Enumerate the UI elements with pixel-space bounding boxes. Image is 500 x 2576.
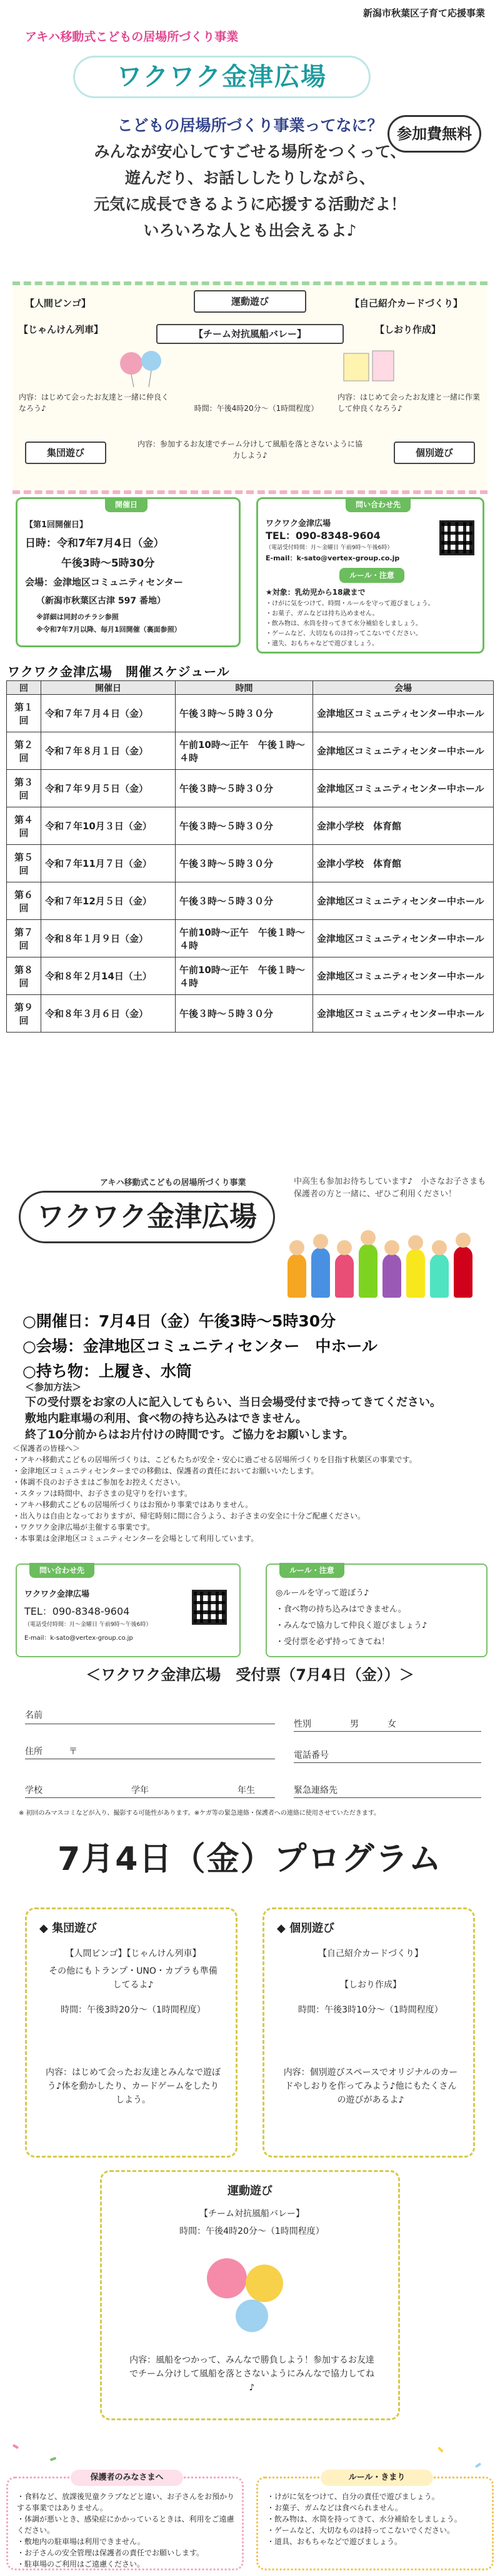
receipt-school-label: 学校 (25, 1786, 42, 1796)
rules-box-line: ・ゲームなど、大切なものは持ってこないでください。 (267, 2526, 455, 2535)
activity-selfintro: 【自己紹介カードづくり】 (350, 298, 463, 309)
program-undo-desc: 内容：風船をつかって、みんなで勝負しよう！参加するお友達でチーム分けして風船を落とさないようにみんなで協力してね♪ (129, 2355, 374, 2393)
table-row (7, 995, 494, 1033)
program-shudan-heading: ◆ 集団遊び (39, 1922, 98, 1935)
flyer2-rules-box (266, 1563, 488, 1657)
row-number: 第３回 (7, 770, 41, 807)
receipt-gender-line (294, 1731, 481, 1732)
row-number: 第２回 (7, 732, 41, 770)
rules-tab: ルール・注意 (339, 568, 404, 583)
guardian-box-line: ・駐車場のご利用はご遠慮ください。 (17, 2560, 145, 2568)
program-undo-heading: 運動遊び (228, 2185, 272, 2198)
schedule-header: 開催日 (41, 681, 176, 695)
page-title: ワクワク金津広場 (75, 58, 369, 96)
flyer2-apply (25, 1395, 475, 1443)
rule-1: ★対象：乳幼児から18歳まで (266, 588, 366, 597)
program-shudan-box (25, 1907, 238, 2158)
guardian-box-line: ・お子さんの安全管理は保護者の責任でお願いします。 (17, 2548, 204, 2557)
confetti-decoration (50, 2457, 57, 2461)
rule-2: ・けがに気をつけて、時間・ルールを守って遊びましょう。 (266, 600, 434, 607)
apply-line-1: 下の受付票をお家の人に記入してもらい、当日会場受付まで持ってきてください。 (25, 1396, 441, 1409)
flyer2-contact-tab: 問い合わせ先 (29, 1563, 94, 1578)
receipt-emergency-label: 緊急連絡先 (294, 1786, 338, 1796)
activity-volley: 【チーム対抗風船バレー】 (156, 324, 344, 344)
program-shudan-desc: 内容：はじめて会ったお友達とみんなで遊ぼう♪体を動かしたり、カードゲームをしたりしよう。 (46, 2068, 221, 2105)
intro-line-3: 元気に成長できるように応援する活動だよ！ (93, 195, 406, 213)
confetti-decoration (475, 2462, 481, 2468)
intro-line-1: みんなが安心してすごせる場所をつくって、 (94, 143, 406, 161)
flyer2-note: 中高生も参加お待ちしています♪ 小さなお子さまも保護者の方と一緒に、ぜひご利用ください！ (294, 1177, 486, 1199)
row-venue: 金津地区コミュニティセンター中ホール (313, 732, 494, 770)
row-date: 令和８年１月９日（金） (41, 920, 176, 957)
receipt-footnote: ※ 初回のみマスコミなどが入り、撮影する可能性があります。※ケガ等の緊急連絡・保護者への連絡に使用させていただきます。 (19, 1810, 381, 1817)
rule-5: ・ゲームなど、大切なものは持ってこないでください。 (266, 630, 422, 637)
guardian-box-line: ・体調が悪いとき、感染症にかかっているときは、利用をご遠慮ください。 (17, 2515, 234, 2535)
row-date: 令和７年７月４日（金） (41, 695, 176, 732)
guardian-box-line: ・敷地内の駐車場は利用できません。 (17, 2537, 145, 2546)
event-first: 【第1回開催日】 (25, 520, 88, 530)
program-kobetsu-box (262, 1907, 475, 2158)
program-shudan-activity: 【人間ビンゴ】【じゃんけん列車】 (65, 1949, 201, 1959)
program-kobetsu-activity-2: 【しおり作成】 (340, 1980, 401, 1990)
activity-shiori: 【しおり作成】 (375, 324, 441, 335)
guardian-line: ・アキハ移動式こどもの居場所づくりは、こどもたちが安全・安心に過ごせる居場所づくりを目指す秋葉区の事業です。 (12, 1455, 417, 1464)
intro-line-4: いろいろな人とも出会えるよ♪ (143, 221, 357, 240)
row-date: 令和７年９月５日（金） (41, 770, 176, 807)
program-shudan-time: 時間：午後3時20分～（1時間程度） (61, 2005, 206, 2015)
program-title: 7月4日（金）プログラム (58, 1841, 442, 1878)
intro-question: こどもの居場所づくり事業ってなに？ (117, 116, 383, 134)
receipt-year-label: 年生 (238, 1786, 255, 1796)
flyer2-contact-hours: （電話受付時間：月～金曜日 午前9時～午後6時） (24, 1622, 152, 1628)
row-time: 午前10時～正午 午後１時～４時 (176, 920, 313, 957)
receipt-phone-label: 電話番号 (294, 1750, 329, 1760)
activity-note-right: 内容：はじめて会ったお友達と一緒に作業して仲良くなろう♪ (338, 393, 481, 413)
flyer2-contact-email[interactable]: E-mail：k-sato@vertex-group.co.jp (24, 1635, 133, 1642)
row-number: 第１回 (7, 695, 41, 732)
support-label: 新潟市秋葉区子育て応援事業 (362, 8, 485, 19)
program-kobetsu-heading: ◆ 個別遊び (277, 1922, 335, 1935)
table-row (7, 882, 494, 920)
table-row (7, 845, 494, 882)
confetti-decoration (12, 2444, 19, 2449)
rules-box-line: ・けがに気をつけて、自分の責任で遊びましょう。 (267, 2492, 439, 2501)
table-row (7, 732, 494, 770)
rules-box-heading: ルール・きまり (321, 2470, 433, 2486)
flyer2-rule: ・受付票を必ず持ってきてね！ (276, 1637, 390, 1647)
event-info-box (16, 497, 241, 647)
event-note-1: ※詳細は同封のチラシ参照 (36, 613, 119, 621)
guardian-box-text (17, 2491, 239, 2570)
guardian-line: ・体調不良のお子さまはご参加をお控えください。 (12, 1478, 186, 1487)
activity-note-left: 内容：はじめて会ったお友達と一緒に仲良くなろう♪ (19, 393, 169, 413)
schedule-header: 時間 (176, 681, 313, 695)
flyer2-contact-tel: TEL：090-8348-9604 (24, 1605, 130, 1617)
receipt-gender-label: 性別 (294, 1719, 311, 1729)
table-row (7, 920, 494, 957)
row-time: 午前10時～正午 午後１時～４時 (176, 957, 313, 995)
row-date: 令和７年10月３日（金） (41, 807, 176, 845)
event-address: （新潟市秋葉区古津 597 番地） (36, 596, 166, 606)
row-time: 午後３時～５時３０分 (176, 995, 313, 1033)
rule-3: ・お菓子、ガムなどは持ち込めません。 (266, 610, 379, 617)
kids-illustration (288, 1223, 488, 1298)
fee-badge: 参加費無料 (388, 115, 481, 153)
row-number: 第８回 (7, 957, 41, 995)
activity-kobetsu-scroll: 個別遊び (394, 442, 475, 464)
row-time: 午前10時～正午 午後１時～４時 (176, 732, 313, 770)
activity-shudan-scroll: 集団遊び (25, 442, 106, 464)
contact-hours: （電話受付時間：月～金曜日 午前9時～午後6時） (266, 545, 393, 551)
event-time: 午後3時～5時30分 (61, 557, 155, 570)
contact-info-box (256, 497, 484, 654)
row-time: 午後３時～５時３０分 (176, 770, 313, 807)
guardian-line: ・ワクワク金津広場が主催する事業です。 (12, 1523, 155, 1532)
event-note-2: ※令和7年7月以降、毎月1回開催（裏面参照） (36, 625, 181, 634)
contact-email[interactable]: E-mail：k-sato@vertex-group.co.jp (266, 554, 400, 562)
receipt-title: ＜ワクワク金津広場 受付票（7月4日（金））＞ (86, 1666, 414, 1684)
project-name: アキハ移動式こどもの居場所づくり事業 (25, 30, 239, 44)
guardian-line: ・本事業は金津地区コミュニティセンターを会場として利用しています。 (12, 1534, 259, 1543)
program-kobetsu-desc: 内容：個別遊びスペースでオリジナルのカードやしおりを作ってみよう♪他にもたくさんの遊びがあるよ♪ (283, 2068, 458, 2105)
program-undo-box (100, 2170, 400, 2420)
balloon-illustration (112, 345, 175, 388)
event-venue: 会場：金津地区コミュニティセンター (25, 577, 183, 588)
table-row (7, 770, 494, 807)
flyer2-contact-name: ワクワク金津広場 (24, 1590, 90, 1599)
flyer2-date: ○開催日：7月4日（金）午後3時～5時30分 (22, 1312, 336, 1330)
qr-code (439, 520, 474, 555)
flyer2-venue: ○会場：金津地区コミュニティセンター 中ホール (22, 1337, 378, 1355)
flyer2-rules-tab: ルール・注意 (279, 1563, 344, 1578)
row-date: 令和７年11月７日（金） (41, 845, 176, 882)
flyer2-contact-box (16, 1563, 241, 1657)
guardian-box (6, 2473, 244, 2570)
row-venue: 金津地区コミュニティセンター中ホール (313, 995, 494, 1033)
flyer2-rule: ・食べ物の持ち込みはできません。 (276, 1605, 406, 1614)
activity-bingo: 【人間ビンゴ】 (25, 298, 91, 309)
row-time: 午後３時～５時３０分 (176, 845, 313, 882)
contact-tab: 問い合わせ先 (346, 497, 411, 512)
row-venue: 金津地区コミュニティセンター中ホール (313, 920, 494, 957)
receipt-name-label: 名前 (25, 1710, 42, 1720)
program-undo-activity: 【チーム対抗風船バレー】 (199, 2209, 304, 2219)
event-date: 日時：令和7年7月4日（金） (25, 537, 164, 550)
activity-note-bottom: 内容：参加するお友達でチーム分けして風船を落とさないように協力しよう♪ (138, 440, 363, 460)
row-date: 令和８年３月６日（金） (41, 995, 176, 1033)
guardian-box-line: ・食料など、放課後児童クラブなどと違い、お子さんをお預かりする事業ではありません。 (17, 2492, 235, 2512)
rules-box-text (267, 2491, 489, 2547)
receipt-zip: 〒 (69, 1747, 78, 1757)
table-row (7, 957, 494, 995)
guardian-box-heading: 保護者のみなさまへ (71, 2470, 183, 2486)
table-row (7, 807, 494, 845)
flyer2-title: ワクワク金津広場 (19, 1191, 275, 1243)
flyer2-apply-heading: ＜参加方法＞ (25, 1381, 82, 1393)
flyer2-rule: ・みんなで協力して仲良く遊びましょう♪ (276, 1621, 428, 1630)
row-venue: 金津地区コミュニティセンター中ホール (313, 957, 494, 995)
program-kobetsu-time: 時間：午後3時10分～（1時間程度） (298, 2005, 443, 2015)
rules-box-line: ・道具、おもちゃなどで遊びましょう。 (267, 2537, 402, 2546)
contact-tel: TEL：090-8348-9604 (266, 530, 381, 542)
row-venue: 金津地区コミュニティセンター中ホール (313, 882, 494, 920)
balloon-volley-illustration (189, 2247, 314, 2341)
receipt-grade-label: 学年 (131, 1786, 149, 1796)
apply-line-3: 終了10分前からはお片付けの時間です。ご協力をお願いします。 (25, 1428, 354, 1442)
guardian-line: ・スタッフは時間中、お子さまの見守りを行います。 (12, 1489, 192, 1498)
row-time: 午後３時～５時３０分 (176, 882, 313, 920)
flyer2-items: ○持ち物：上履き、水筒 (22, 1362, 192, 1380)
row-number: 第６回 (7, 882, 41, 920)
craft-illustration (338, 345, 400, 388)
table-row (7, 695, 494, 732)
schedule-table (6, 680, 494, 1033)
receipt-phone-field[interactable] (294, 1762, 481, 1763)
rule-4: ・飲み物は、水筒を持ってきて水分補給をしましょう。 (266, 620, 422, 627)
event-tab: 開催日 (105, 497, 148, 512)
row-venue: 金津小学校 体育館 (313, 807, 494, 845)
receipt-school-field[interactable] (25, 1797, 275, 1798)
program-undo-time: 時間：午後4時20分～（1時間程度） (179, 2226, 324, 2236)
confetti-decoration (438, 2447, 444, 2453)
schedule-title: ワクワク金津広場 開催スケジュール (8, 664, 230, 679)
activity-area (12, 281, 488, 494)
row-date: 令和８年２月14日（土） (41, 957, 176, 995)
row-number: 第９回 (7, 995, 41, 1033)
receipt-male[interactable]: 男 (350, 1719, 359, 1729)
activity-train: 【じゃんけん列車】 (19, 324, 104, 335)
guardian-notes (12, 1443, 488, 1544)
receipt-female[interactable]: 女 (388, 1719, 396, 1729)
receipt-emergency-field[interactable] (294, 1797, 481, 1798)
row-number: 第５回 (7, 845, 41, 882)
receipt-address-label: 住所 (25, 1747, 42, 1757)
apply-line-2: 敷地内駐車場の利用、食べ物の持ち込みはできません。 (25, 1412, 308, 1425)
contact-name: ワクワク金津広場 (266, 519, 331, 528)
row-time: 午後３時～５時３０分 (176, 807, 313, 845)
schedule-header: 会場 (313, 681, 494, 695)
guardian-line: ・アキハ移動式こどもの居場所づくりはお預かり事業ではありません。 (12, 1500, 253, 1509)
rules-box (256, 2473, 494, 2570)
rules-box-line: ・お菓子、ガムなどは食べられません。 (267, 2503, 402, 2512)
rule-6: ・遺失、おもちゃなどで遊びましょう。 (266, 640, 378, 647)
schedule-header: 回 (7, 681, 41, 695)
program-shudan-extra: その他にもトランプ・UNO・カプラも準備してるよ♪ (49, 1966, 218, 1990)
guardian-line: ・金津地区コミュニティセンターまでの移動は、保護者の責任においてお願いいたします。 (12, 1467, 319, 1475)
row-number: 第４回 (7, 807, 41, 845)
row-date: 令和７年12月５日（金） (41, 882, 176, 920)
row-date: 令和７年８月１日（金） (41, 732, 176, 770)
row-venue: 金津小学校 体育館 (313, 845, 494, 882)
row-time: 午後３時～５時３０分 (176, 695, 313, 732)
program-kobetsu-activity-1: 【自己紹介カードづくり】 (318, 1949, 423, 1959)
row-venue: 金津地区コミュニティセンター中ホール (313, 695, 494, 732)
guardian-heading: ＜保護者の皆様へ＞ (12, 1444, 81, 1453)
flyer2-rule: ◎ルールを守って遊ぼう♪ (276, 1589, 369, 1598)
activity-note-mid: 時間：午後4時20分～（1時間程度） (194, 404, 319, 413)
intro-text (56, 113, 444, 244)
qr-code (192, 1590, 227, 1625)
flyer2-project: アキハ移動式こどもの居場所づくり事業 (100, 1178, 246, 1188)
activity-undo-scroll: 運動遊び (194, 290, 306, 313)
row-number: 第７回 (7, 920, 41, 957)
row-venue: 金津地区コミュニティセンター中ホール (313, 770, 494, 807)
intro-line-2: 遊んだり、お話ししたりしながら、 (124, 169, 375, 187)
rules-box-line: ・飲み物は、水筒を持ってきて、水分補給をしましょう。 (267, 2515, 462, 2523)
guardian-line: ・出入りは自由となっておりますが、帰宅時刻に間に合うよう、お子さまの安全に十分ご配慮ください。 (12, 1512, 366, 1520)
